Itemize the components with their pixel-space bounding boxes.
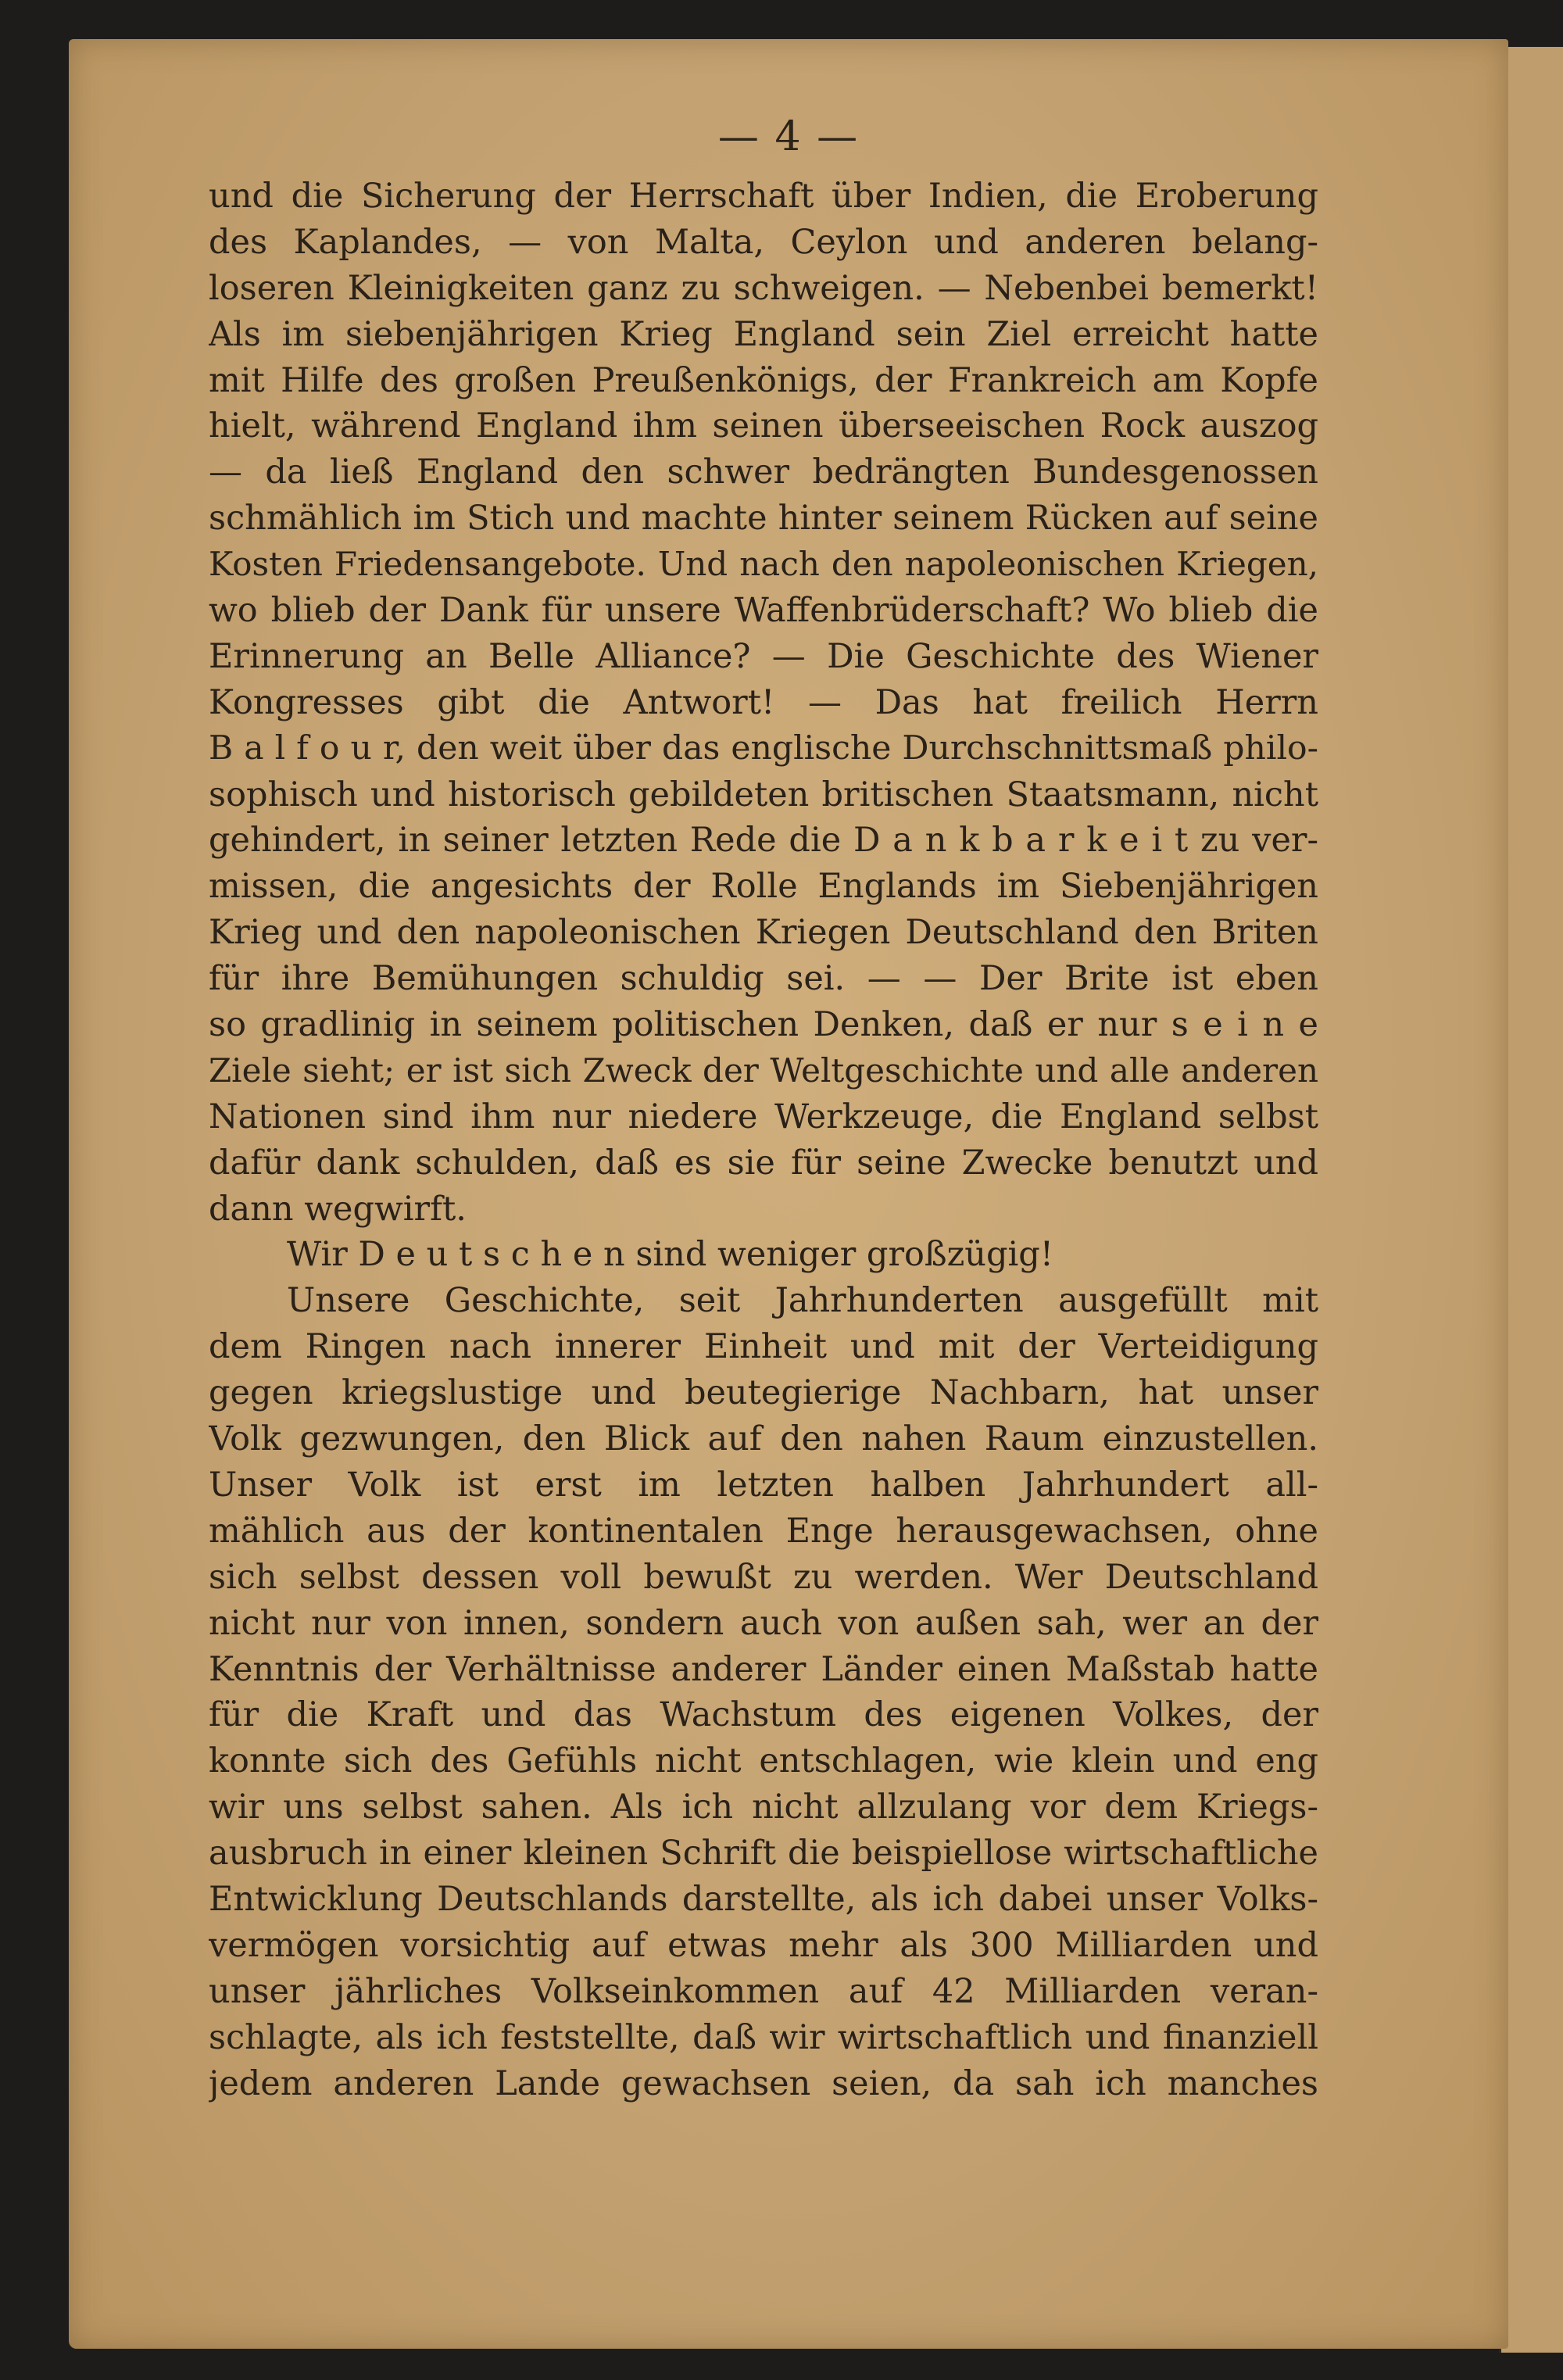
text-line: dafür dank schulden, daß es sie für seine Zwecke benutzt und (209, 1143, 1318, 1183)
text-line: hielt, während England ihm seinen überseeischen Rock auszog (209, 406, 1318, 446)
text-line: konnte sich des Gefühls nicht entschlagen, wie klein und eng (209, 1741, 1318, 1781)
text-line: — da ließ England den schwer bedrängten Bundesgenossen (209, 453, 1318, 492)
text-line: sich selbst dessen voll bewußt zu werden. Wer Deutschland (209, 1557, 1318, 1597)
text-line: ausbruch in einer kleinen Schrift die beispiellose wirtschaftliche (209, 1834, 1318, 1874)
text-line: wir uns selbst sahen. Als ich nicht allzulang vor dem Kriegs- (209, 1788, 1318, 1827)
text-line: und die Sicherung der Herrschaft über Indien, die Eroberung (209, 177, 1318, 216)
text-line: so gradlinig in seinem politischen Denken, daß er nur s e i n e (209, 1005, 1318, 1045)
text-line: Kongresses gibt die Antwort! — Das hat freilich Herrn (209, 682, 1318, 722)
text-line: loseren Kleinigkeiten ganz zu schweigen. — Nebenbei bemerkt! (209, 268, 1318, 308)
text-line: Wir D e u t s c h e n sind weniger großzügig! (287, 1235, 1054, 1275)
text-line: Krieg und den napoleonischen Kriegen Deutschland den Briten (209, 913, 1318, 953)
text-line: unser jährliches Volkseinkommen auf 42 Milliarden veran- (209, 1971, 1318, 2011)
text-line: Unser Volk ist erst im letzten halben Jahrhundert all- (209, 1465, 1318, 1505)
text-line: schmählich im Stich und machte hinter seinem Rücken auf seine (209, 499, 1318, 539)
text-line: mählich aus der kontinentalen Enge herausgewachsen, ohne (209, 1511, 1318, 1551)
text-line: sophisch und historisch gebildeten britischen Staatsmann, nicht (209, 775, 1318, 814)
text-line: Kenntnis der Verhältnisse anderer Länder einen Maßstab hatte (209, 1649, 1318, 1689)
text-line: Entwicklung Deutschlands darstellte, als ich dabei unser Volks- (209, 1879, 1318, 1919)
text-line: für die Kraft und das Wachstum des eigenen Volkes, der (209, 1695, 1318, 1735)
text-line: Ziele sieht; er ist sich Zweck der Weltgeschichte und alle anderen (209, 1050, 1318, 1090)
text-line: schlagte, als ich feststellte, daß wir wirtschaftlich und finanziell (209, 2017, 1318, 2057)
text-line: für ihre Bemühungen schuldig sei. — — Der Brite ist eben (209, 959, 1318, 999)
text-line: wo blieb der Dank für unsere Waffenbrüderschaft? Wo blieb die (209, 591, 1318, 631)
text-line: Erinnerung an Belle Alliance? — Die Geschichte des Wiener (209, 636, 1318, 676)
text-line: Als im siebenjährigen Krieg England sein Ziel erreicht hatte (209, 314, 1318, 354)
text-line: gegen kriegslustige und beutegierige Nachbarn, hat unser (209, 1373, 1318, 1413)
body-text (209, 174, 1318, 2106)
text-line: Kosten Friedensangebote. Und nach den napoleonischen Kriegen, (209, 545, 1318, 584)
text-line: Unsere Geschichte, seit Jahrhunderten ausgefüllt mit (287, 1281, 1318, 1321)
text-line: Nationen sind ihm nur niedere Werkzeuge, die England selbst (209, 1097, 1318, 1136)
text-line: vermögen vorsichtig auf etwas mehr als 300 Milliarden und (209, 1925, 1318, 1965)
text-line: nicht nur von innen, sondern auch von außen sah, wer an der (209, 1603, 1318, 1643)
page-number: — 4 — (717, 113, 860, 160)
text-line: des Kaplandes, — von Malta, Ceylon und anderen belang- (209, 222, 1318, 262)
text-line: mit Hilfe des großen Preußenkönigs, der Frankreich am Kopfe (209, 360, 1318, 400)
text-line: dann wegwirft. (209, 1189, 467, 1229)
text-line: Volk gezwungen, den Blick auf den nahen Raum einzustellen. (209, 1419, 1318, 1459)
text-line: jedem anderen Lande gewachsen seien, da sah ich manches (209, 2063, 1318, 2103)
adjacent-page-edge (1499, 47, 1563, 2353)
text-line: B a l f o u r, den weit über das englische Durchschnittsmaß philo- (209, 728, 1318, 768)
text-line: missen, die angesichts der Rolle Englands im Siebenjährigen (209, 867, 1318, 907)
text-line: gehindert, in seiner letzten Rede die D a n k b a r k e i t zu ver- (209, 821, 1318, 861)
text-line: dem Ringen nach innerer Einheit und mit der Verteidigung (209, 1327, 1318, 1367)
